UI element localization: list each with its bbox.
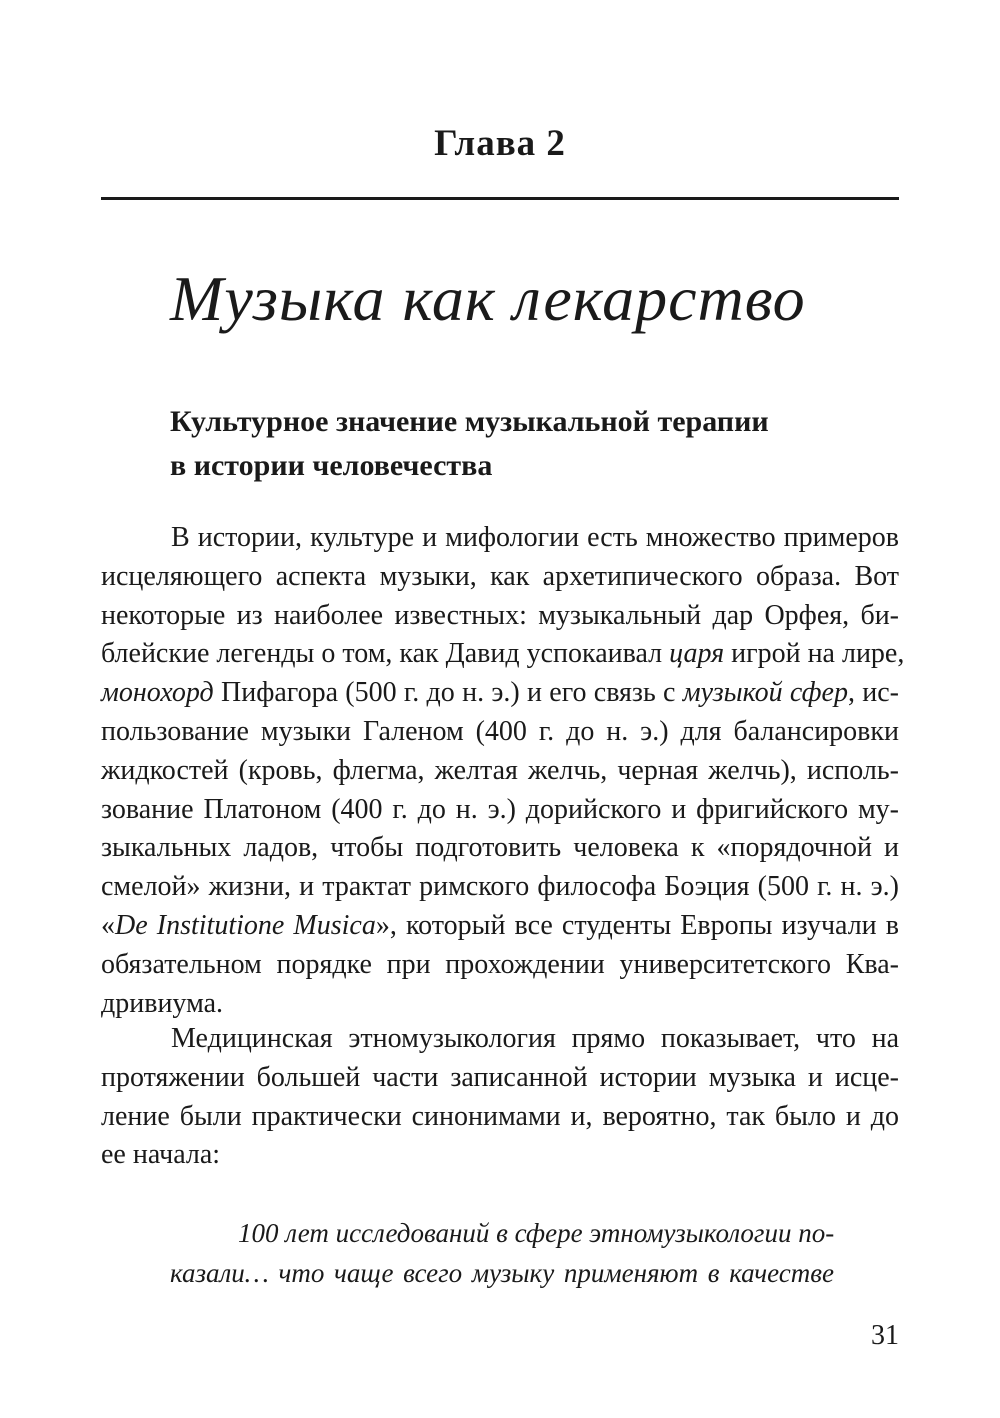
text-line: жидкостей (кровь, флегма, желтая желчь, черная желчь), исполь-: [101, 754, 899, 786]
text-line: В истории, культуре и мифологии есть множество примеров: [171, 522, 899, 553]
chapter-title: Музыка как лекарство: [170, 263, 806, 334]
emphasis: De Institutione Musica: [115, 909, 376, 941]
text-run: , ис-: [847, 677, 899, 709]
section-heading: [170, 400, 870, 488]
section-heading-line: Культурное значение музыкальной терапии: [170, 405, 769, 438]
text-line: ление были практически синонимами и, вероятно, так было и до: [101, 1100, 899, 1132]
quote-line: казали… что чаще всего музыку применяют в качестве: [170, 1258, 834, 1288]
text-line: дривиума.: [101, 987, 224, 1019]
text-run: Пифагора (500 г. до н. э.) и его связь с: [213, 677, 683, 709]
text-line: некоторые из наиболее известных: музыкальный дар Орфея, би-: [101, 599, 899, 631]
text-line: Медицинская этномузыкология прямо показывает, что на: [171, 1023, 899, 1054]
paragraph-1: [101, 519, 905, 1023]
emphasis: музыкой сфер: [682, 677, 848, 709]
emphasis: монохорд: [101, 677, 214, 709]
chapter-label: Глава 2: [434, 123, 566, 164]
section-heading-line: в истории человечества: [170, 449, 493, 482]
quote-line: 100 лет исследований в сфере этномузыкологии по-: [238, 1218, 835, 1248]
text-line: пользование музыки Галеном (400 г. до н. э.) для балансировки: [101, 715, 899, 747]
text-line: ее начала:: [101, 1139, 221, 1171]
text-run: игрой на лире,: [724, 638, 905, 670]
text-line: протяжении большей части записанной истории музыка и исце-: [101, 1061, 899, 1093]
paragraph-2: [101, 1020, 899, 1175]
text-line: [101, 907, 899, 946]
text-line: зыкальных ладов, чтобы подготовить человека к «порядочной и: [101, 832, 899, 864]
text-line: обязательном порядке при прохождении университетского Ква-: [101, 948, 899, 980]
text-line: зование Платоном (400 г. до н. э.) дорийского и фригийского му-: [101, 793, 899, 825]
page-number: 31: [871, 1320, 899, 1351]
text-run: блейские легенды о том, как Давид успокаивал: [101, 638, 670, 670]
text-line: смелой» жизни, и трактат римского философа Боэция (500 г. н. э.): [101, 871, 899, 903]
text-line: исцеляющего аспекта музыки, как архетипического образа. Вот: [101, 560, 899, 592]
emphasis: царя: [669, 638, 725, 670]
chapter-divider: [101, 197, 899, 200]
text-line: [101, 635, 905, 674]
text-run: », который все студенты Европы изучали в: [375, 909, 899, 941]
block-quote: [170, 1213, 834, 1293]
text-line: [101, 674, 899, 713]
text-run: «: [101, 909, 115, 941]
